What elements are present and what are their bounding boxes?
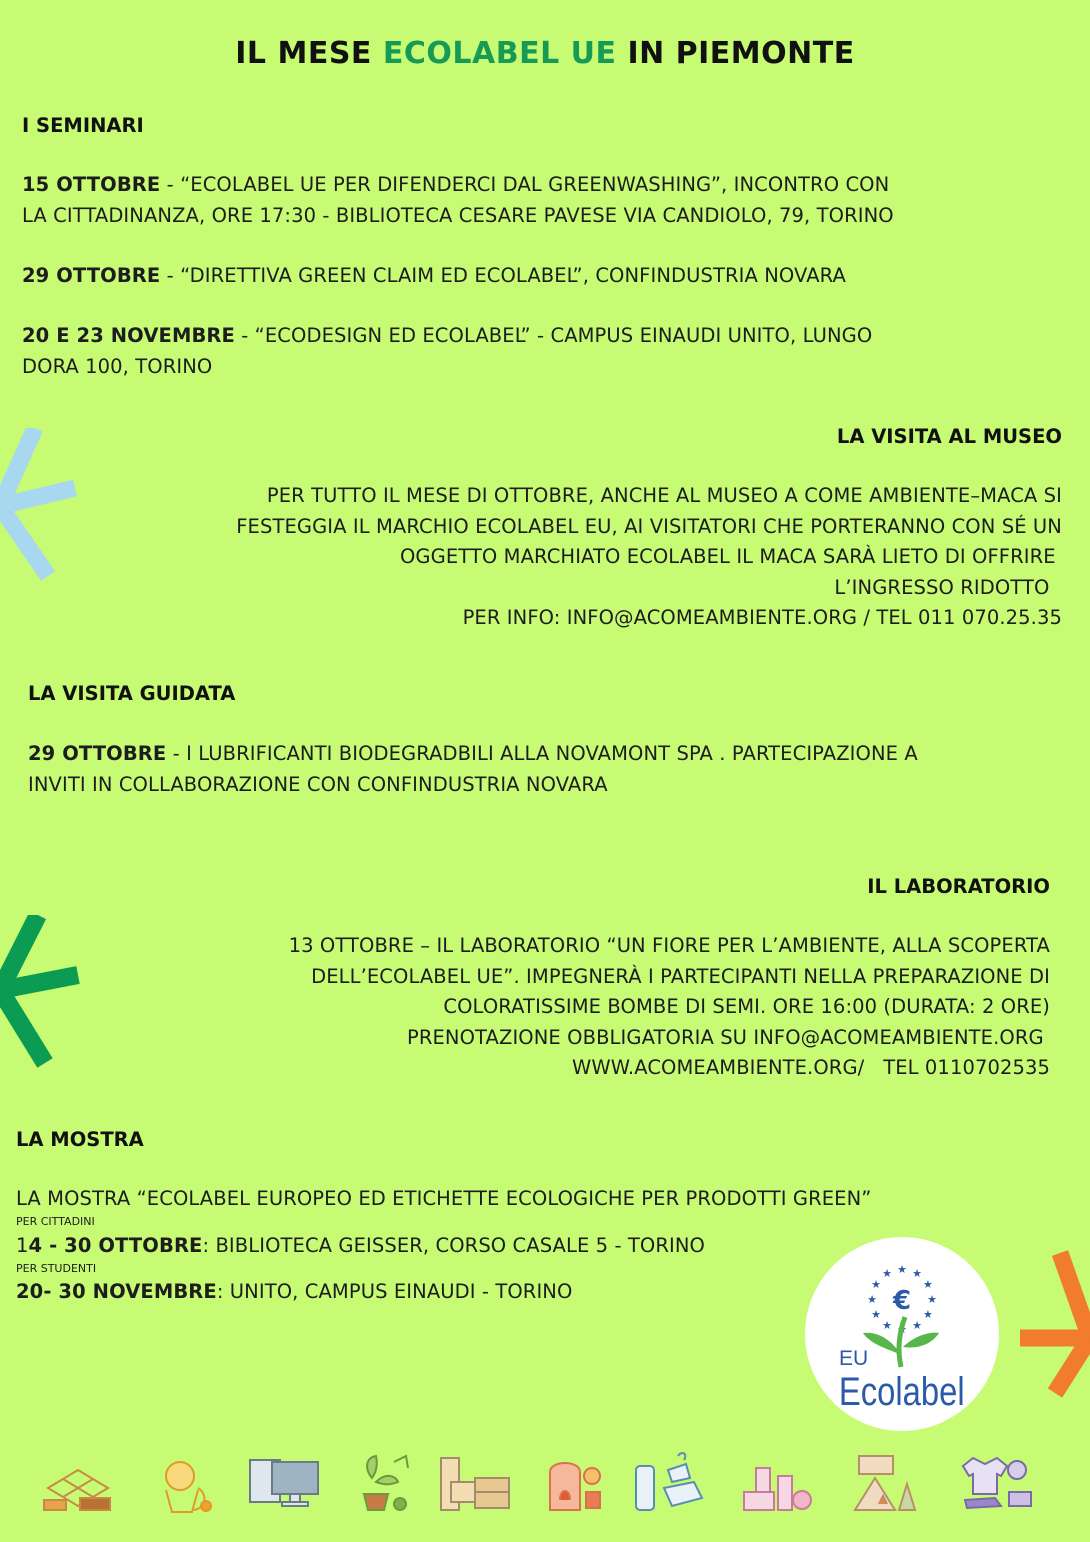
logo-euro: € [892, 1286, 912, 1316]
seminario-date: 15 OTTOBRE [22, 173, 161, 196]
museo-line: FESTEGGIA IL MARCHIO ECOLABEL EU, AI VISITATORI CHE PORTERANNO CON SÉ UN [236, 514, 1062, 538]
visita-guidata-line: - I LUBRIFICANTI BIODEGRADBILI ALLA NOVAMONT SPA . PARTECIPAZIONE A [166, 742, 918, 765]
laboratorio-line: DELL’ECOLABEL UE”. IMPEGNERÀ I PARTECIPANTI NELLA PREPARAZIONE DI [311, 964, 1050, 988]
orange-asterisk-decoration [1015, 1248, 1090, 1398]
seminario-item-2 [22, 261, 1072, 292]
eu-star-icon: ★ [923, 1308, 933, 1321]
laboratorio-line: PRENOTAZIONE OBBLIGATORIA SU INFO@ACOMEAMBIENTE.ORG [406, 1025, 1050, 1049]
title-part-2: IN PIEMONTE [616, 36, 855, 71]
seminario-text: - “DIRETTIVA GREEN CLAIM ED ECOLABEL”, CONFINDUSTRIA NOVARA [160, 264, 846, 287]
eu-star-icon: ★ [912, 1267, 922, 1281]
laboratorio-heading: IL LABORATORIO [867, 875, 1050, 898]
seminario-text: - “ECOLABEL UE PER DIFENDERCI DAL GREENWASHING”, INCONTRO CON [160, 173, 890, 196]
seminari-heading: I SEMINARI [22, 114, 144, 137]
mostra-heading: LA MOSTRA [16, 1128, 144, 1151]
furniture-icon [435, 1448, 515, 1518]
eu-star-icon: ★ [871, 1308, 881, 1321]
laboratorio-line: 13 OTTOBRE – IL LABORATORIO “UN FIORE PER L’AMBIENTE, ALLA SCOPERTA [288, 934, 1050, 957]
visita-guidata-line-cont: INVITI IN COLLABORAZIONE CON CONFINDUSTRIA NOVARA [28, 772, 608, 796]
visita-guidata-date: 29 OTTOBRE [28, 742, 167, 765]
museo-info-line: PER INFO: INFO@ACOMEAMBIENTE.ORG / TEL 011 070.25.35 [462, 606, 1062, 629]
title-part-1: IL MESE [235, 36, 383, 71]
heat-pump-icon [532, 1448, 612, 1518]
tissue-paper-icon [630, 1448, 710, 1518]
visita-guidata-heading: LA VISITA GUIDATA [28, 682, 236, 705]
blue-asterisk-decoration [0, 428, 80, 583]
mostra-label-cittadini: PER CITTADINI [16, 1215, 95, 1228]
mostra-date-1-prefix: 1 [16, 1234, 29, 1257]
mostra-date-1-bold: 4 - 30 OTTOBRE [28, 1234, 203, 1257]
eu-star-icon: ★ [871, 1278, 881, 1291]
visita-guidata-text [28, 739, 1078, 800]
eu-star-icon: ★ [867, 1293, 877, 1306]
mostra-date-2-text: : UNITO, CAMPUS EINAUDI - TORINO [216, 1280, 573, 1303]
campsite-icon [845, 1448, 925, 1518]
floor-tiles-icon [38, 1448, 118, 1518]
museo-line: L’INGRESSO RIDOTTO [834, 575, 1062, 599]
mostra-intro: LA MOSTRA “ECOLABEL EUROPEO ED ETICHETTE ECOLOGICHE PER PRODOTTI GREEN” [16, 1187, 872, 1210]
textiles-shoes-icon [955, 1448, 1035, 1518]
eu-star-icon: ★ [923, 1278, 933, 1291]
garden-plant-icon [342, 1448, 422, 1518]
green-asterisk-decoration [0, 915, 80, 1070]
eu-star-icon: ★ [882, 1318, 892, 1332]
eu-star-icon: ★ [912, 1318, 922, 1332]
seminario-item-3 [22, 321, 1072, 382]
title-accent: ECOLABEL UE [382, 36, 617, 71]
museo-line: OGGETTO MARCHIATO ECOLABEL IL MACA SARÀ LIETO DI OFFRIRE [399, 545, 1062, 568]
page-title [0, 36, 1090, 71]
mostra-date-2-bold: 20- 30 NOVEMBRE [16, 1280, 217, 1303]
logo-ecolabel: Ecolabel [838, 1368, 965, 1414]
seminario-date: 20 E 23 NOVEMBRE [22, 324, 235, 347]
museo-heading: LA VISITA AL MUSEO [836, 425, 1062, 448]
mostra-label-studenti: PER STUDENTI [16, 1262, 97, 1275]
laboratorio-line: WWW.ACOMEAMBIENTE.ORG/ TEL 0110702535 [572, 1056, 1050, 1079]
eu-star-icon: ★ [927, 1293, 937, 1306]
laboratorio-text [90, 931, 1050, 1084]
computer-monitor-icon [242, 1448, 322, 1518]
seminario-text-cont: DORA 100, TORINO [22, 354, 213, 378]
seminario-date: 29 OTTOBRE [22, 264, 161, 287]
logo-eu: EU [839, 1347, 869, 1370]
museo-text [62, 481, 1062, 634]
seminario-text-cont: LA CITTADINANZA, ORE 17:30 - BIBLIOTECA CESARE PAVESE VIA CANDIOLO, 79, TORINO [22, 203, 894, 227]
laboratorio-line: COLORATISSIME BOMBE DI SEMI. ORE 16:00 (DURATA: 2 ORE) [443, 995, 1050, 1018]
seminario-text: - “ECODESIGN ED ECOLABEL” - CAMPUS EINAUDI UNITO, LUNGO [234, 324, 873, 347]
eu-star-icon: ★ [882, 1267, 892, 1281]
cosmetics-icon [738, 1448, 818, 1518]
product-icons-row [30, 1448, 1060, 1518]
museo-line: PER TUTTO IL MESE DI OTTOBRE, ANCHE AL MUSEO A COME AMBIENTE–MACA SI [266, 484, 1062, 507]
eu-star-icon: ★ [897, 1263, 907, 1276]
paint-bucket-icon [142, 1448, 222, 1518]
seminario-item-1 [22, 170, 1072, 231]
eu-ecolabel-logo [805, 1237, 999, 1431]
mostra-date-1-text: : BIBLIOTECA GEISSER, CORSO CASALE 5 - TORINO [202, 1234, 706, 1257]
eu-star-icon: ★ [897, 1323, 907, 1336]
